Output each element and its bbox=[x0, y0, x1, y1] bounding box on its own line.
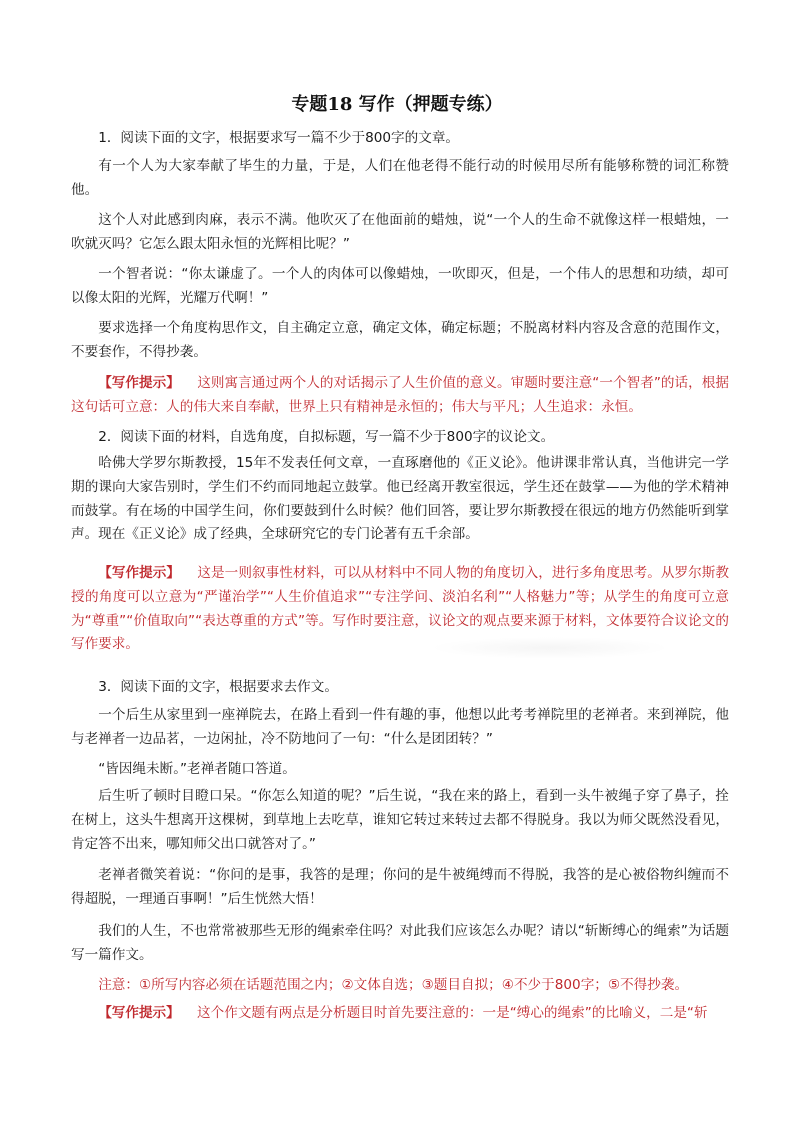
q1-requirement-paragraph: 要求选择一个角度构思作文，自主确定立意，确定文体，确定标题；不脱离材料内容及含意的范围作文，不要套作，不得抄袭。 bbox=[71, 320, 729, 360]
hint-text: 这是一则叙事性材料，可以从材料中不同人物的角度切入，进行多角度思考。从罗尔斯教授的角度可以立意为“严谨治学”“人生价值追求”“专注学问、淡泊名利”“人格魅力”等；从学生的角度可立意为“尊重”“价值取向”“表达尊重的方式”等。写作时要注意，议论文的观点要来源于材料，文体要符合议论文的写作要求。 bbox=[71, 565, 729, 653]
question-3-prompt: 3．阅读下面的文字，根据要求去作文。 bbox=[98, 679, 338, 695]
question-1-prompt: 1．阅读下面的文字，根据要求写一篇不少于800字的文章。 bbox=[98, 130, 460, 146]
hint-label: 【写作提示】 bbox=[98, 1005, 180, 1021]
watermark-smudge bbox=[430, 637, 670, 659]
q3-material-paragraph: 老禅者微笑着说：“你问的是事，我答的是理；你问的是牛被绳缚而不得脱，我答的是心被俗物纠缠而不得超脱，一理通百事啊！”后生恍然大悟！ bbox=[71, 867, 729, 907]
q1-material-paragraph: 有一个人为大家奉献了毕生的力量，于是，人们在他老得不能行动的时候用尽所有能够称赞的词汇称赞他。 bbox=[71, 158, 729, 198]
q3-material-paragraph: 后生听了顿时目瞪口呆。“你怎么知道的呢？”后生说，“我在来的路上，看到一头牛被绳子穿了鼻子，拴在树上，这头牛想离开这棵树，到草地上去吃草，谁知它转过来转过去都不得脱身。我以为师父既然没看见，肯定答不出来，哪知师父出口就答对了。” bbox=[71, 788, 729, 852]
q1-material-paragraph: 这个人对此感到肉麻，表示不满。他吹灭了在他面前的蜡烛，说“一个人的生命不就像这样一根蜡烛，一吹就灭吗？它怎么跟太阳永恒的光辉相比呢？” bbox=[71, 212, 729, 252]
hint-text: 这个作文题有两点是分析题目时首先要注意的：一是“缚心的绳索”的比喻义，二是“斩 bbox=[197, 1005, 708, 1021]
q3-writing-hint bbox=[71, 1002, 729, 1026]
q3-task-paragraph: 我们的人生，不也常常被那些无形的绳索牵住吗？对此我们应该怎么办呢？请以“斩断缚心的绳索”为话题写一篇作文。 bbox=[71, 923, 729, 963]
q3-material-paragraph: “皆因绳未断。”老禅者随口答道。 bbox=[98, 761, 296, 777]
q3-material-paragraph: 一个后生从家里到一座禅院去，在路上看到一件有趣的事，他想以此考考禅院里的老禅者。来到禅院，他与老禅者一边品茗，一边闲扯，冷不防地问了一句：“什么是团团转？” bbox=[71, 707, 729, 747]
q1-writing-hint bbox=[71, 372, 729, 420]
hint-label: 【写作提示】 bbox=[98, 375, 180, 391]
hint-text: 这则寓言通过两个人的对话揭示了人生价值的意义。审题时要注意“一个智者”的话，根据这句话可立意：人的伟大来自奉献，世界上只有精神是永恒的；伟大与平凡；人生追求：永恒。 bbox=[71, 375, 729, 415]
question-2-prompt: 2．阅读下面的材料，自选角度，自拟标题，写一篇不少于800字的议论文。 bbox=[98, 429, 555, 445]
page-title: 专题18 写作（押题专练） bbox=[291, 94, 503, 115]
q2-material-paragraph: 哈佛大学罗尔斯教授，15年不发表任何文章，一直琢磨他的《正义论》。他讲课非常认真，当他讲完一学期的课向大家告别时，学生们不约而同地起立鼓掌。他已经离开教室很远，学生还在鼓掌——为他的学术精神而鼓掌。有在场的中国学生问，你们要鼓到什么时候？他们回答，要让罗尔斯教授在很远的地方仍然能听到掌声。现在《正义论》成了经典，全球研究它的专门论著有五千余部。 bbox=[71, 455, 729, 543]
hint-label: 【写作提示】 bbox=[98, 565, 180, 581]
q3-note: 注意：①所写内容必须在话题范围之内；②文体自选；③题目自拟；④不少于800字；⑤不得抄袭。 bbox=[98, 977, 689, 993]
q1-material-paragraph: 一个智者说：“你太谦虚了。一个人的肉体可以像蜡烛，一吹即灭，但是，一个伟人的思想和功绩，却可以像太阳的光辉，光耀万代啊！” bbox=[71, 266, 729, 306]
